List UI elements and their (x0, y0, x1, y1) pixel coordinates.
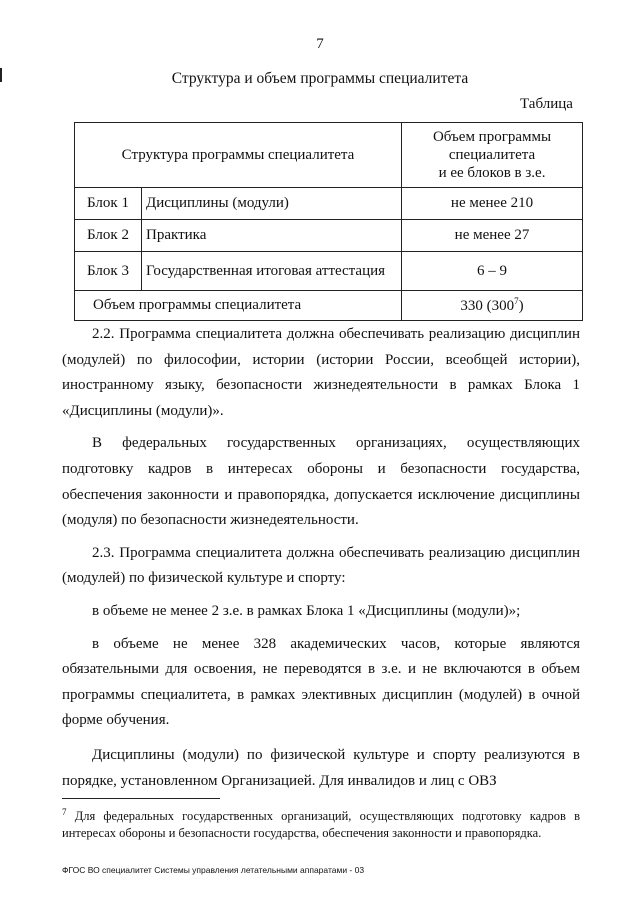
discipline-cell: Практика (142, 220, 402, 252)
total-value-cell (402, 291, 583, 321)
header-volume-line: и ее блоков в з.е. (438, 165, 546, 181)
block-cell: Блок 1 (75, 188, 142, 220)
table-row (75, 188, 583, 220)
block-cell: Блок 3 (75, 252, 142, 291)
discipline-cell: Государственная итоговая аттестация (142, 252, 402, 291)
page-title: Структура и объем программы специалитета (171, 70, 469, 87)
table-label: Таблица (520, 96, 573, 112)
paragraph: 2.2. Программа специалитета должна обеспечивать реализацию дисциплин (модулей) по философии, истории (истории России, всеобщей истории), иностранному языку, безопасности жизнедеятельности в рамках Блока 1 «Дисциплины (модули)». (62, 326, 580, 419)
volume-cell: 6 – 9 (402, 252, 583, 291)
paragraph: в объеме не менее 2 з.е. в рамках Блока 1 «Дисциплины (модули)»; (92, 602, 521, 619)
table-header-row (75, 123, 583, 188)
footnote-ref: 7 (514, 296, 519, 306)
volume-cell: не менее 210 (402, 188, 583, 220)
volume-cell: не менее 27 (402, 220, 583, 252)
program-structure-table (74, 122, 583, 321)
body-text (62, 322, 580, 794)
footnote (62, 804, 580, 842)
paragraph: в объеме не менее 328 академических часов, которые являются обязательными для освоения, не переводятся в з.е. и не включаются в объем программы специалитета, в рамках элективных дисциплин (модулей) в очной форме обучения. (62, 635, 580, 729)
document-footer: ФГОС ВО специалитет Системы управления летательными аппаратами - 03 (62, 865, 365, 875)
paragraph: 2.3. Программа специалитета должна обеспечивать реализацию дисциплин (модулей) по физической культуре и спорту: (62, 544, 580, 587)
header-volume-line: Объем программы (432, 129, 552, 145)
discipline-cell: Дисциплины (модули) (142, 188, 402, 220)
footnote-mark: 7 (62, 807, 67, 817)
paragraph: Дисциплины (модули) по физической культуре и спорту реализуются в порядке, установленном Организацией. Для инвалидов и лиц с ОВЗ (62, 746, 580, 789)
footnote-text: Для федеральных государственных организаций, осуществляющих подготовку кадров в интересах обороны и безопасности государства, обеспечения законности и правопорядка. (62, 809, 580, 841)
table-row (75, 220, 583, 252)
header-structure-cell: Структура программы специалитета (75, 123, 402, 188)
total-label-cell: Объем программы специалитета (75, 291, 402, 321)
total-value: 330 (300 (460, 298, 515, 314)
header-volume-line: специалитета (448, 147, 536, 163)
paragraph: В федеральных государственных организациях, осуществляющих подготовку кадров в интересах обороны и безопасности государства, обеспечения законности и правопорядка, допускается исключение дисциплины (модуля) по безопасности жизнедеятельности. (62, 435, 580, 529)
table-row (75, 252, 583, 291)
footnote-divider (62, 798, 220, 799)
total-value-end: ) (518, 298, 524, 314)
table-total-row (75, 291, 583, 321)
block-cell: Блок 2 (75, 220, 142, 252)
page-number: 7 (316, 36, 324, 52)
header-volume-cell (402, 123, 583, 188)
